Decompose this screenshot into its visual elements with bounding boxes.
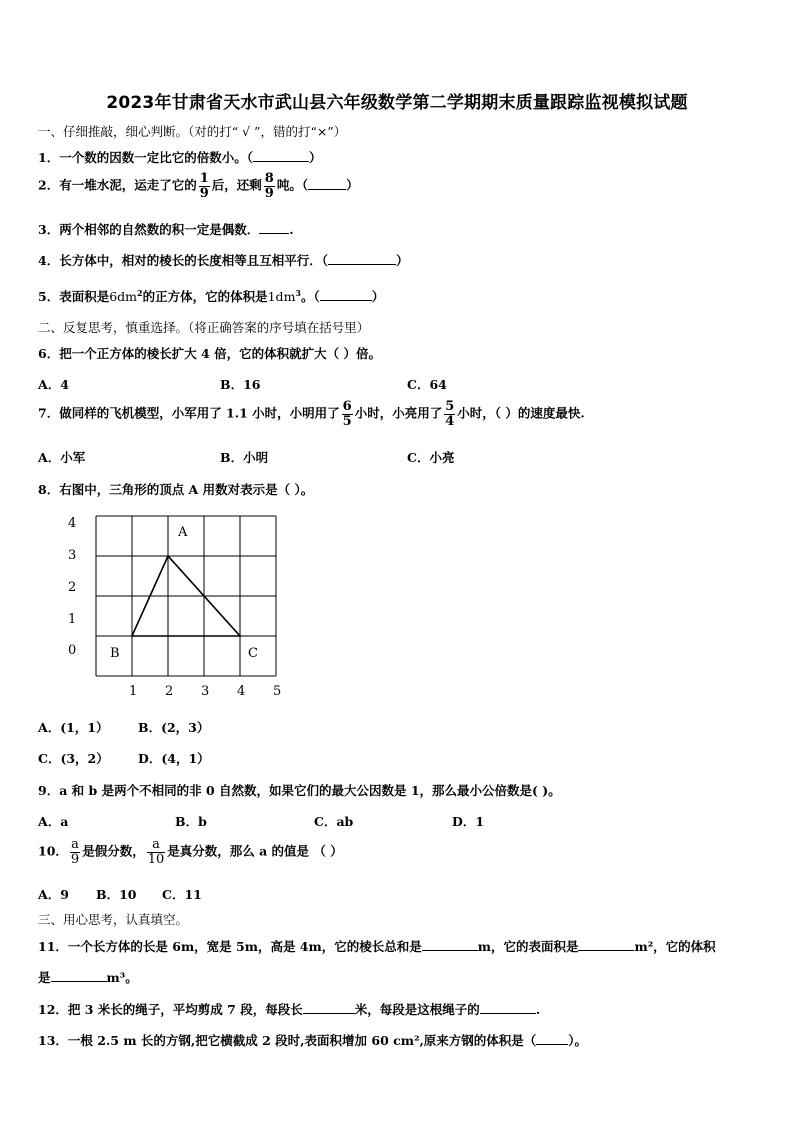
q7-option-c[interactable]: C．小亮 [407,450,455,465]
section-3-heading: 三、用心思考，认真填空。 [38,912,189,927]
q10-option-a[interactable]: A．9 [38,887,69,902]
fraction: $\frac{5}{4}$ [445,399,455,429]
question-8: 8．右图中，三角形的顶点 A 用数对表示是（ ）。 [38,482,314,497]
q6-option-a[interactable]: A．4 [38,377,69,392]
y-label-0: 0 [68,643,77,658]
point-c-label: C [248,646,258,661]
q8-option-d[interactable]: D．(4，1） [138,751,210,766]
section-2-heading: 二、反复思考，慎重选择。（将正确答案的序号填在括号里） [38,320,370,335]
q8-option-c[interactable]: C．(3，2） [38,751,109,766]
question-1: 1．一个数的因数一定比它的倍数小。（ ） [38,150,322,165]
coordinate-grid [60,510,290,700]
x-label-1: 1 [129,684,138,699]
answer-blank[interactable] [259,221,289,234]
fraction: $\frac{a}{9}$ [70,837,80,867]
answer-blank[interactable] [578,938,634,951]
q7-option-b[interactable]: B．小明 [220,450,269,465]
q9-option-b[interactable]: B．b [175,814,207,829]
answer-blank[interactable] [308,177,346,190]
point-b-label: B [110,646,120,661]
q7-option-a[interactable]: A．小军 [38,450,86,465]
section-1-heading: 一、仔细推敲，细心判断。（对的打“ √ ”，错的打“×”） [38,124,347,139]
point-a-label: A [178,525,188,540]
q6-option-c[interactable]: C．64 [407,377,447,392]
question-7: 7．做同样的飞机模型，小军用了 1.1 小时，小明用了 $\frac{6}{5}$ 小时，小亮用了 $\frac{5}{4}$ 小时，（ ）的速度最快. [38,399,585,429]
question-3: 3．两个相邻的自然数的积一定是偶数． . [38,222,294,237]
question-6: 6．把一个正方体的棱长扩大 4 倍，它的体积就扩大（ ）倍。 [38,346,381,361]
answer-blank[interactable] [536,1032,568,1045]
answer-blank[interactable] [51,969,107,982]
question-2: 2．有一堆水泥，运走了它的 $\frac{1}{9}$ 后，还剩 $\frac{8}{9}$ 吨。（ ） [38,171,359,201]
fraction: $\frac{a}{10}$ [147,837,165,867]
answer-blank[interactable] [328,252,396,265]
q9-option-a[interactable]: A．a [38,814,69,829]
question-11-cont: 是 m³。 [38,970,138,985]
x-label-5: 5 [273,684,282,699]
grid-figure [60,510,290,700]
y-label-2: 2 [68,580,77,595]
q9-option-d[interactable]: D．1 [452,814,485,829]
y-label-4: 4 [68,516,77,531]
x-label-2: 2 [165,684,174,699]
fraction: $\frac{8}{9}$ [264,171,274,201]
q10-option-b[interactable]: B．10 [96,887,137,902]
question-12: 12．把 3 米长的绳子，平均剪成 7 段，每段长 米，每段是这根绳子的 . [38,1002,541,1017]
q10-option-c[interactable]: C．11 [162,887,202,902]
answer-blank[interactable] [422,938,478,951]
question-5: 5．表面积是$6dm^2$的正方体，它的体积是$1dm^3$。（ ） [38,287,385,304]
x-label-3: 3 [201,684,210,699]
answer-blank[interactable] [303,1001,355,1014]
answer-blank[interactable] [320,288,372,301]
question-9: 9．a 和 b 是两个不相同的非 0 自然数，如果它们的最大公因数是 1，那么最小公倍数是( )。 [38,783,561,798]
fraction: $\frac{6}{5}$ [342,399,352,429]
q6-option-b[interactable]: B．16 [220,377,261,392]
q8-option-b[interactable]: B．(2，3） [138,720,210,735]
question-13: 13．一根 2.5 m 长的方钢,把它横截成 2 段时,表面积增加 60 cm²,原来方钢的体积是（ ）。 [38,1033,588,1048]
q9-option-c[interactable]: C．ab [314,814,354,829]
q8-option-a[interactable]: A．(1，1） [38,720,109,735]
question-11: 11．一个长方体的长是 6m，宽是 5m，高是 4m，它的棱长总和是 m，它的表面积是 m²，它的体积 [38,939,716,954]
y-label-3: 3 [68,548,77,563]
y-label-1: 1 [68,612,77,627]
x-label-4: 4 [237,684,246,699]
answer-blank[interactable] [480,1001,536,1014]
question-4: 4．长方体中，相对的棱长的长度相等且互相平行．（ ） [38,253,409,268]
answer-blank[interactable] [253,149,309,162]
question-10: 10． $\frac{a}{9}$ 是假分数， $\frac{a}{10}$ 是真分数，那么 a 的值是 （ ） [38,837,343,867]
page-title: 2023年甘肃省天水市武山县六年级数学第二学期期末质量跟踪监视模拟试题 [106,93,688,113]
fraction: $\frac{1}{9}$ [199,171,209,201]
